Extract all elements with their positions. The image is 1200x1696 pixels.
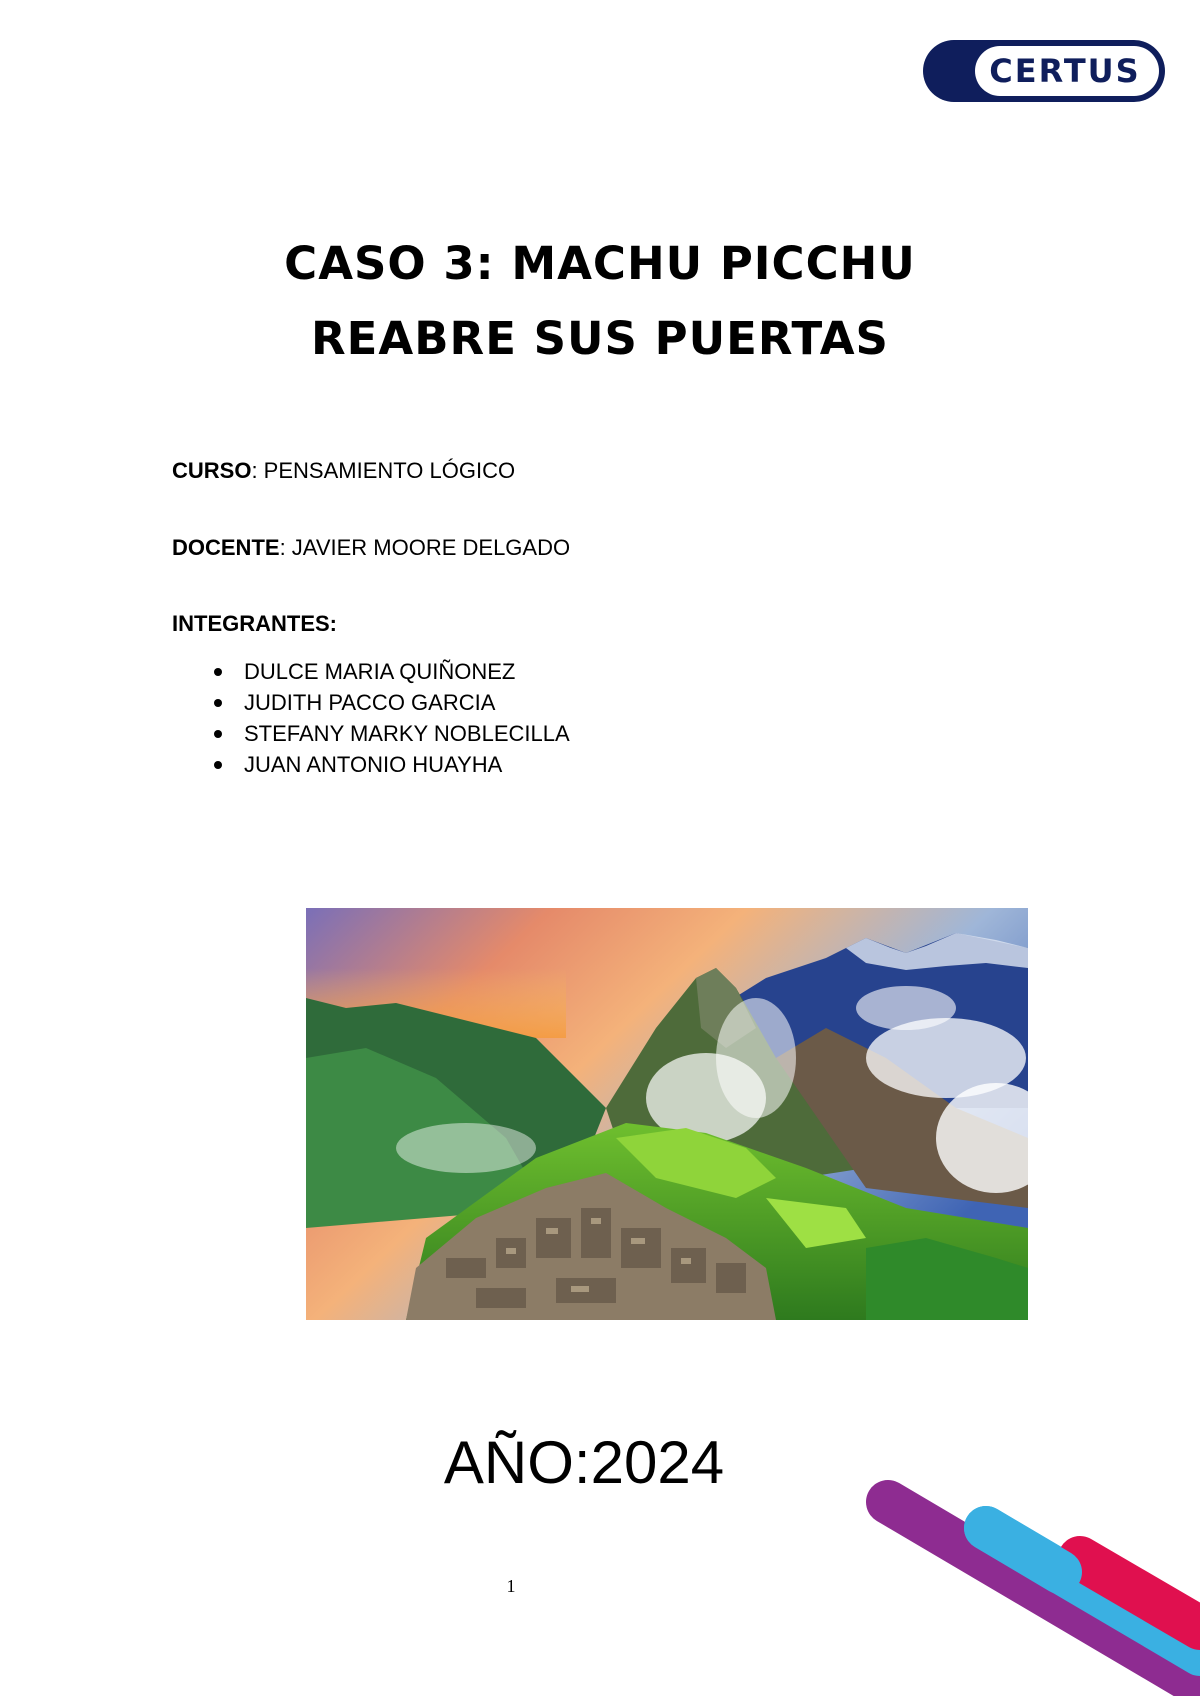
members-label: INTEGRANTES: (172, 611, 337, 636)
logo-text: CERTUS (989, 52, 1141, 90)
page-number: 1 (506, 1576, 516, 1596)
teacher-value: : JAVIER MOORE DELGADO (279, 535, 571, 560)
page-title (150, 226, 1050, 376)
list-item: DULCE MARIA QUIÑONEZ (210, 656, 570, 687)
course-value: : PENSAMIENTO LÓGICO (251, 458, 516, 483)
machu-picchu-photo (306, 908, 1028, 1320)
list-item: JUAN ANTONIO HUAYHA (210, 749, 570, 780)
teacher-line (172, 535, 570, 561)
list-item: JUDITH PACCO GARCIA (210, 687, 570, 718)
title-line-1: CASO 3: MACHU PICCHU (284, 237, 916, 290)
list-item: STEFANY MARKY NOBLECILLA (210, 718, 570, 749)
members-heading (172, 611, 337, 637)
members-list (210, 656, 570, 780)
teacher-label: DOCENTE (172, 535, 280, 560)
decorative-stripes (860, 1460, 1200, 1696)
course-label: CURSO (172, 458, 252, 483)
title-line-2: REABRE SUS PUERTAS (311, 312, 889, 365)
year-label: AÑO:2024 (443, 1429, 725, 1496)
course-line (172, 458, 515, 484)
